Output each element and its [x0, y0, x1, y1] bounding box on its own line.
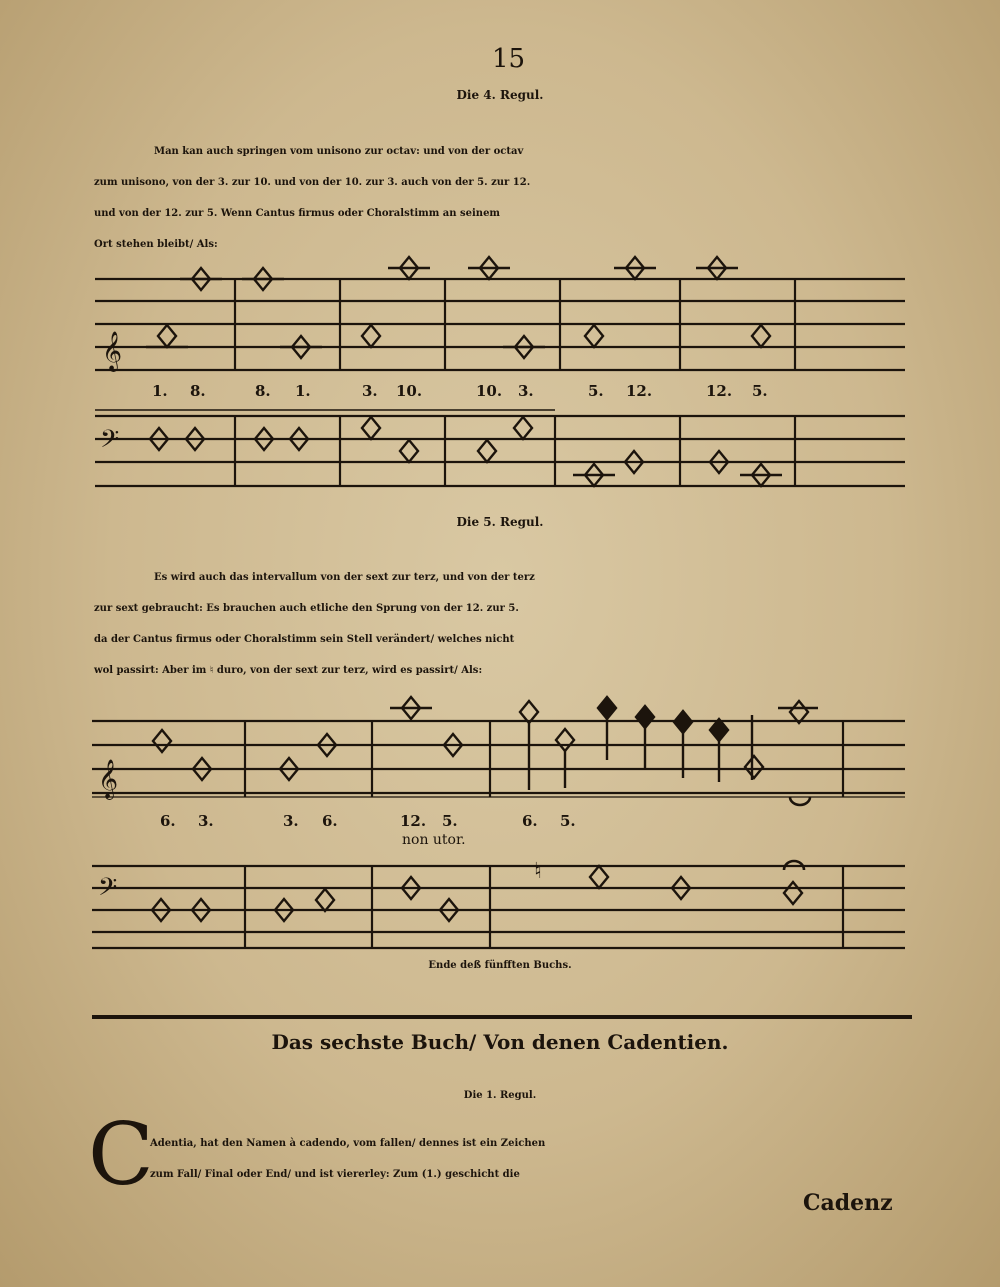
interval-number: 3. [283, 812, 299, 830]
interval-number: 12. [706, 382, 733, 400]
interval-number: 3. [362, 382, 378, 400]
interval-number: 5. [752, 382, 768, 400]
interval-number: 12. [626, 382, 653, 400]
bass-clef-icon: 𝄢 [100, 425, 120, 460]
drop-cap: C [88, 1105, 154, 1205]
rule5-heading: Die 5. Regul. [456, 515, 544, 529]
interval-number: 5. [588, 382, 604, 400]
interval-number: 5. [442, 812, 458, 830]
rule5-lower-notes [152, 861, 804, 921]
interval-number: 5. [560, 812, 576, 830]
natural-sign-icon: ♮ [534, 859, 542, 884]
rule4-heading: Die 4. Regul. [456, 88, 544, 102]
treble-clef-icon: 𝄞 [98, 759, 119, 799]
text-line: Es wird auch das intervallum von der sext zur terz, und von der terz [154, 572, 535, 583]
bass-clef-icon: 𝄢 [98, 873, 118, 908]
rule5-lower-staff [92, 866, 905, 948]
book6-title: Das sechste Buch/ Von denen Cadentien. [271, 1030, 729, 1054]
interval-number: 8. [190, 382, 206, 400]
text-line: und von der 12. zur 5. Wenn Cantus firmus oder Choralstimm an seinem [94, 208, 501, 219]
section-divider [92, 1015, 912, 1019]
text-line: zur sext gebraucht: Es brauchen auch etliche den Sprung von der 12. zur 5. [94, 603, 519, 614]
treble-clef-icon: 𝄞 [102, 331, 123, 371]
interval-number: 8. [255, 382, 271, 400]
text-line: Man kan auch springen vom unisono zur octav: und von der octav [154, 146, 524, 157]
text-line: zum Fall/ Final oder End/ und ist viererley: Zum (1.) geschicht die [150, 1169, 520, 1180]
book6-rule1-heading: Die 1. Regul. [463, 1090, 537, 1101]
interval-number: 3. [198, 812, 214, 830]
rule5-upper-staff [92, 721, 905, 797]
book6-paragraph [150, 1128, 900, 1190]
interval-number: 10. [476, 382, 503, 400]
text-line: da der Cantus firmus oder Choralstimm sein Stell verändert/ welches nicht [94, 634, 515, 645]
interval-number: 1. [152, 382, 168, 400]
interval-number: 6. [322, 812, 338, 830]
interval-number: 3. [518, 382, 534, 400]
rule5-interval-numbers [0, 812, 1000, 832]
non-utor-label: non utor. [402, 832, 466, 848]
interval-number: 10. [396, 382, 423, 400]
interval-number: 12. [400, 812, 427, 830]
text-line: Adentia, hat den Namen à cadendo, vom fallen/ dennes ist ein Zeichen [150, 1138, 546, 1149]
text-line: wol passirt: Aber im ♮ duro, von der sext zur terz, wird es passirt/ Als: [94, 665, 483, 676]
page-number: 15 [492, 44, 526, 74]
interval-number: 6. [160, 812, 176, 830]
catchword: Cadenz [803, 1190, 893, 1216]
interval-number: 1. [295, 382, 311, 400]
end-of-book-heading: Ende deß fünfften Buchs. [428, 960, 572, 971]
text-line: zum unisono, von der 3. zur 10. und von der 10. zur 3. auch von der 5. zur 12. [94, 177, 531, 188]
text-line: Ort stehen bleibt/ Als: [94, 239, 218, 250]
interval-number: 6. [522, 812, 538, 830]
